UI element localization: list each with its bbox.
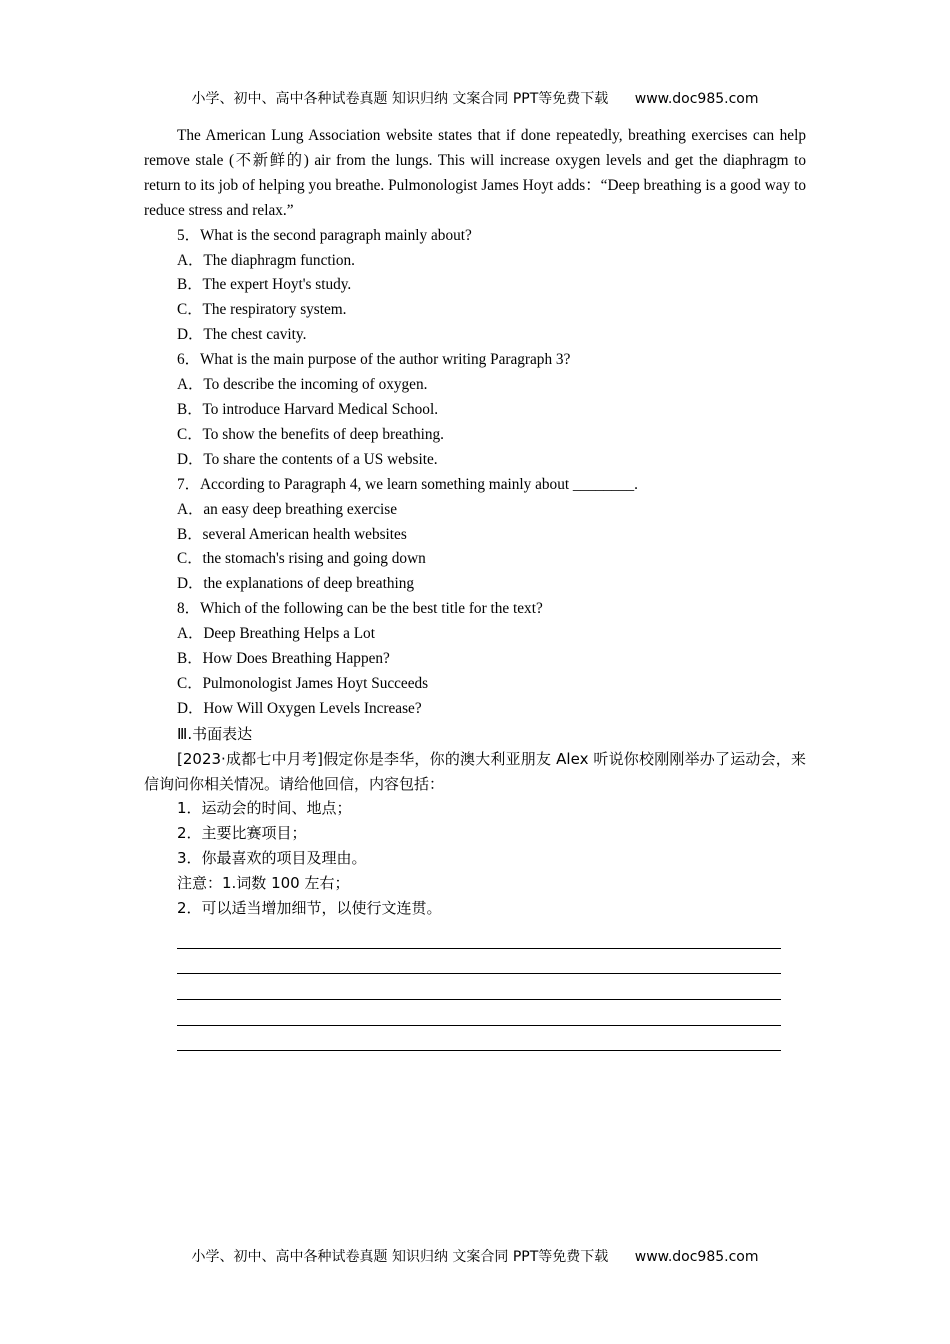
option-b: B．several American health websites [177, 525, 407, 543]
answer-line[interactable] [177, 1000, 781, 1026]
option-d: D．The chest cavity. [177, 326, 307, 344]
question-stem: 8．Which of the following can be the best title for the text? [177, 600, 543, 618]
header-url[interactable]: www.doc985.com [634, 91, 759, 107]
document-body [144, 124, 806, 1051]
writing-point-3: 3．你最喜欢的项目及理由。 [177, 849, 367, 868]
answer-line[interactable] [177, 923, 781, 949]
option-c: C．Pulmonologist James Hoyt Succeeds [177, 674, 429, 692]
footer-url[interactable]: www.doc985.com [634, 1249, 759, 1265]
question-6 [144, 348, 806, 473]
writing-note-1: 注意：1.词数 100 左右； [177, 874, 350, 893]
option-a: A．an easy deep breathing exercise [177, 500, 398, 518]
answer-line[interactable] [177, 974, 781, 1000]
header-text: 小学、初中、高中各种试卷真题 知识归纳 文案合同 PPT等免费下载 [191, 91, 609, 107]
writing-point-1: 1．运动会的时间、地点； [177, 799, 352, 818]
writing-point-2: 2．主要比赛项目； [177, 824, 307, 843]
answer-line[interactable] [177, 1026, 781, 1052]
option-a: A．The diaphragm function. [177, 251, 355, 269]
option-c: C．The respiratory system. [177, 301, 347, 319]
question-5 [144, 224, 806, 349]
question-stem: 7．According to Paragraph 4, we learn something mainly about ________. [177, 475, 638, 493]
answer-line[interactable] [177, 949, 781, 975]
page-footer [0, 1246, 950, 1266]
option-d: D．To share the contents of a US website. [177, 450, 438, 468]
option-b: B．The expert Hoyt's study. [177, 276, 352, 294]
option-a: A．Deep Breathing Helps a Lot [177, 625, 375, 643]
footer-text: 小学、初中、高中各种试卷真题 知识归纳 文案合同 PPT等免费下载 [191, 1249, 609, 1265]
writing-section-title: Ⅲ.书面表达 [177, 724, 253, 743]
writing-note-2: 2．可以适当增加细节，以使行文连贯。 [177, 899, 442, 918]
option-a: A．To describe the incoming of oxygen. [177, 376, 428, 394]
option-b: B．To introduce Harvard Medical School. [177, 400, 439, 418]
option-b: B．How Does Breathing Happen? [177, 650, 390, 668]
question-7 [144, 473, 806, 598]
reading-passage: The American Lung Association website states that if done repeatedly, breathing exercises can help remove stale (不新鲜的) air from the lungs. This will increase oxygen levels and get the diaphragm to return to its job of helping you breathe. Pulmonologist James Hoyt adds：“Deep breathing is a good way to reduce stress and relax.” [144, 127, 806, 219]
option-d: D．the explanations of deep breathing [177, 575, 415, 593]
answer-area[interactable] [144, 923, 806, 1051]
option-c: C．To show the benefits of deep breathing. [177, 425, 444, 443]
question-stem: 5．What is the second paragraph mainly about? [177, 226, 472, 244]
question-stem: 6．What is the main purpose of the author writing Paragraph 3? [177, 351, 571, 369]
page-header [0, 88, 950, 108]
option-c: C．the stomach's rising and going down [177, 550, 426, 568]
writing-prompt: [2023·成都七中月考]假定你是李华，你的澳大利亚朋友 Alex 听说你校刚刚举办了运动会，来信询问你相关情况。请给他回信，内容包括： [144, 749, 806, 793]
option-d: D．How Will Oxygen Levels Increase? [177, 699, 422, 717]
question-8 [144, 597, 806, 722]
